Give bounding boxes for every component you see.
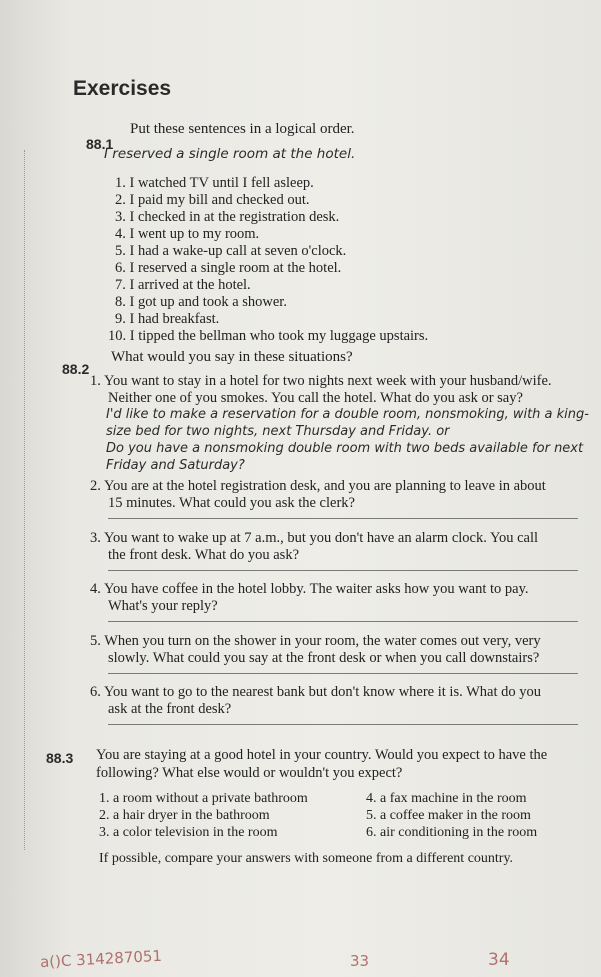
answer-line: [108, 518, 578, 519]
question-line: slowly. What could you say at the front desk or when you call downstairs?: [108, 650, 540, 666]
exercise-number-88-3: 88.3: [46, 750, 74, 766]
exercise-number-88-1: 88.1: [86, 136, 114, 152]
list-item: 5. a coffee maker in the room: [366, 808, 531, 823]
question-line: 5. When you turn on the shower in your room, the water comes out very, very: [90, 633, 541, 649]
handwritten-answer: I'd like to make a reservation for a double room, nonsmoking, with a king-: [106, 407, 589, 422]
question-line: 2. You are at the hotel registration desk, and you are planning to leave in about: [90, 478, 546, 494]
answer-line: [108, 621, 578, 622]
handwritten-scribble: 33: [350, 952, 370, 970]
handwritten-answer: Friday and Saturday?: [106, 458, 245, 473]
page-heading: Exercises: [73, 77, 172, 100]
list-item: 1. a room without a private bathroom: [99, 791, 308, 806]
question-line: What's your reply?: [108, 598, 218, 614]
list-item: 5. I had a wake-up call at seven o'clock.: [115, 243, 347, 259]
binding-shadow: [24, 150, 33, 850]
question-line: 15 minutes. What could you ask the clerk?: [108, 495, 355, 511]
question-line: Neither one of you smokes. You call the hotel. What do you ask or say?: [108, 390, 523, 406]
handwritten-scribble: a()C 314287051: [39, 946, 163, 972]
question-line: 3. You want to wake up at 7 a.m., but you don't have an alarm clock. You call: [90, 530, 539, 546]
exercise-instruction: What would you say in these situations?: [111, 349, 353, 365]
footer-instruction: If possible, compare your answers with someone from a different country.: [99, 851, 514, 866]
question-line: the front desk. What do you ask?: [108, 547, 300, 563]
handwritten-scribble: 34: [488, 950, 510, 970]
question-line: 4. You have coffee in the hotel lobby. The waiter asks how you want to pay.: [90, 581, 529, 597]
list-item: 6. air conditioning in the room: [366, 825, 538, 840]
answer-line: [108, 673, 578, 674]
question-line: 1. You want to stay in a hotel for two nights next week with your husband/wife.: [90, 373, 552, 389]
answer-line: [108, 570, 578, 571]
exercise-number-88-2: 88.2: [62, 361, 90, 377]
list-item: 4. a fax machine in the room: [366, 791, 527, 806]
list-item: 8. I got up and took a shower.: [115, 294, 287, 310]
answer-line: [108, 724, 578, 725]
question-line: ask at the front desk?: [108, 701, 232, 717]
list-item: 4. I went up to my room.: [115, 226, 260, 242]
list-item: 6. I reserved a single room at the hotel.: [115, 260, 342, 276]
list-item: 2. I paid my bill and checked out.: [115, 192, 310, 208]
list-item: 7. I arrived at the hotel.: [115, 277, 251, 293]
handwritten-example: I reserved a single room at the hotel.: [104, 146, 356, 162]
list-item: 3. a color television in the room: [99, 825, 278, 840]
list-item: 2. a hair dryer in the bathroom: [99, 808, 270, 823]
exercise-instruction: following? What else would or wouldn't you expect?: [96, 765, 403, 781]
list-item: 1. I watched TV until I fell asleep.: [115, 175, 314, 191]
exercise-instruction: You are staying at a good hotel in your country. Would you expect to have the: [96, 747, 548, 763]
handwritten-answer: size bed for two nights, next Thursday and Friday. or: [106, 424, 450, 439]
question-line: 6. You want to go to the nearest bank but don't know where it is. What do you: [90, 684, 541, 700]
exercise-instruction: Put these sentences in a logical order.: [130, 121, 355, 137]
handwritten-answer: Do you have a nonsmoking double room with two beds available for next: [106, 441, 584, 456]
list-item: 10. I tipped the bellman who took my luggage upstairs.: [108, 328, 429, 344]
list-item: 9. I had breakfast.: [115, 311, 220, 327]
list-item: 3. I checked in at the registration desk.: [115, 209, 340, 225]
